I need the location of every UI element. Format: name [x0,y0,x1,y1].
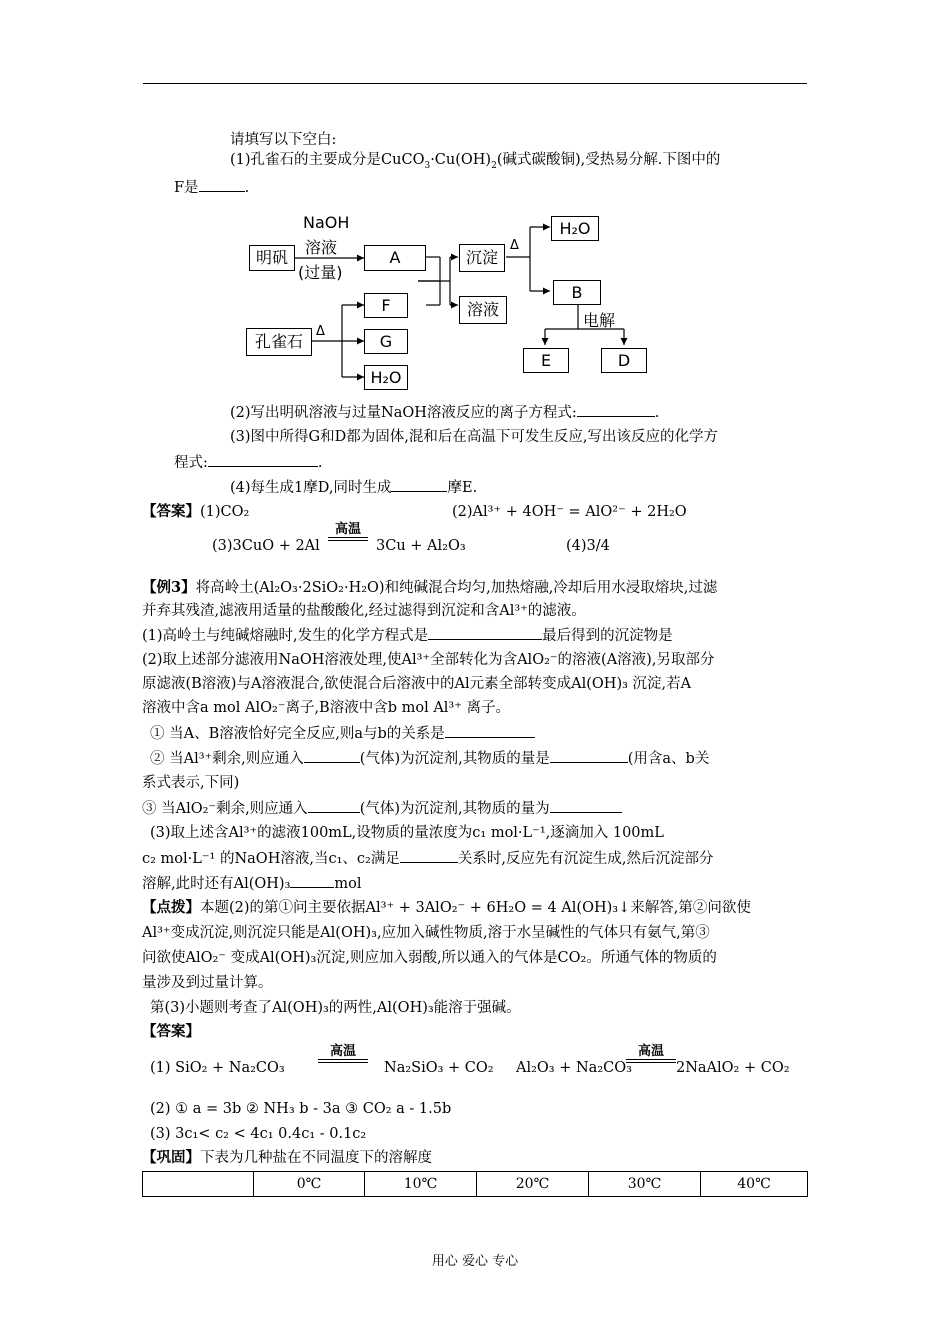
high-temp-condition-3: 高温 [626,1044,676,1063]
ex3-line10: ③ 当AlO₂⁻剩余,则应通入 (气体)为沉淀剂,其物质的量为 [142,798,622,819]
table-header-cell: 20℃ [477,1172,589,1197]
h2o-bottom-box: H₂O [364,365,408,390]
ex3-line4: (2)取上述部分滤液用NaOH溶液处理,使Al³⁺全部转化为含AlO₂⁻的溶液(A溶液),另取部分 [142,652,715,668]
table-header-cell: 10℃ [365,1172,477,1197]
consolidate-line: 【巩固】下表为几种盐在不同温度下的溶解度 [142,1149,432,1166]
ex3-line5: 原滤液(B溶液)与A溶液混合,欲使混合后溶液中的Al元素全部转变成Al(OH)₃ 沉淀,若A [142,676,692,692]
answer2-r3: (3) 3c₁< c₂ < 4c₁ 0.4c₁ - 0.1c₂ [150,1126,367,1142]
excess-label: (过量) [298,263,343,282]
table-header-cell: 0℃ [254,1172,365,1197]
delta-top: Δ [510,238,519,253]
naoh-label: NaOH [303,213,350,232]
ex3-line3: (1)高岭土与纯碱熔融时,发生的化学方程式是 最后得到的沉淀物是 [142,625,673,646]
answer1-row1: 【答案】(1)CO₂ [142,503,250,520]
box-b: B [553,280,601,305]
tip-line4: 量涉及到过量计算。 [142,975,273,991]
q-intro: 请填写以下空白: [230,132,337,148]
q3-line-a: (3)图中所得G和D都为固体,混和后在高温下可发生反应,写出该反应的化学方 [230,429,718,445]
solution-box: 溶液 [459,296,507,324]
high-temp-condition-2: 高温 [318,1044,368,1063]
header-rule [143,83,807,84]
delta-bottom: Δ [316,324,325,339]
tip-line1: 【点拨】本题(2)的第①问主要依据Al³⁺ + 3AlO₂⁻ + 6H₂O = 4 Al(OH)₃↓来解答,第②问欲使 [142,899,751,916]
ex3-line13: 溶解,此时还有Al(OH)₃ mol [142,873,362,894]
ex3-line12: c₂ mol·L⁻¹ 的NaOH溶液,当c₁、c₂满足 关系时,反应先有沉淀生成,然后沉淀部分 [142,848,714,869]
box-f: F [364,293,408,318]
answer2-r1-c: Al₂O₃ + Na₂CO₃ [516,1060,632,1076]
ex3-line11: (3)取上述含Al³⁺的滤液100mL,设物质的量浓度为c₁ mol·L⁻¹,逐滴加入 100mL [150,825,664,841]
answer1-a4: (4)3/4 [566,538,610,554]
solution-label: 溶液 [305,238,338,257]
ex3-line7: ① 当A、B溶液恰好完全反应,则a与b的关系是 [150,723,535,744]
tip-line2: Al³⁺变成沉淀,则沉淀只能是Al(OH)₃,应加入碱性物质,溶于水呈碱性的气体只有氨气,第③ [142,925,710,941]
ex3-line1: 【例3】将高岭土(Al₂O₃·2SiO₂·H₂O)和纯碱混合均匀,加热熔融,冷却后用水浸取熔块,过滤 [142,579,718,596]
q3-line-b: 程式: . [174,452,323,473]
table-header-cell [143,1172,254,1197]
answer1-a2: (2)Al³⁺ + 4OH⁻ = AlO²⁻ + 2H₂O [452,504,687,520]
q1-line: (1)孔雀石的主要成分是$CuCO_3\cdot Cu(OH)_2$(碱式碳酸铜),受热易分解.下图中的 [230,152,721,171]
high-temp-condition-1: 高温 [328,522,368,541]
malachite-box: 孔雀石 [246,328,312,356]
table-header-row [143,1172,808,1197]
table-header-cell: 30℃ [589,1172,701,1197]
q4-line: (4)每生成1摩D,同时生成 摩E. [230,477,477,498]
alum-box: 明矾 [249,245,295,271]
ex3-line6: 溶液中含a mol AlO₂⁻离子,B溶液中含b mol Al³⁺ 离子。 [142,700,511,716]
solubility-table [142,1171,808,1197]
ex3-line8: ② 当Al³⁺剩余,则应通入 (气体)为沉淀剂,其物质的量是 (用含a、b关 [150,748,709,769]
tip-line5: 第(3)小题则考查了Al(OH)₃的两性,Al(OH)₃能溶于强碱。 [150,1000,521,1016]
answer1-a3-post: 3Cu + Al₂O₃ [376,538,466,554]
box-a: A [364,245,426,271]
ex3-line9: 系式表示,下同) [142,775,240,791]
answer2-r2: (2) ① a = 3b ② NH₃ b - 3a ③ CO₂ a - 1.5b [150,1101,452,1117]
box-e: E [523,348,569,373]
answer1-a3-pre: (3)3CuO + 2Al [212,538,320,554]
q1-f-line: F是 . [174,177,249,198]
table-header-cell: 40℃ [701,1172,808,1197]
precipitate-box: 沉淀 [459,244,505,272]
page-footer: 用心 爱心 专心 [431,1254,519,1269]
box-d: D [601,348,647,373]
tip-line3: 问欲使AlO₂⁻ 变成Al(OH)₃沉淀,则应加入弱酸,所以通入的气体是CO₂。所通气体的物质的 [142,950,717,966]
h2o-top-box: H₂O [551,216,599,241]
box-g: G [364,329,408,354]
answer2-r1-b: Na₂SiO₃ + CO₂ [384,1060,494,1076]
answer2-label: 【答案】 [142,1023,200,1040]
answer2-r1-d: 2NaAlO₂ + CO₂ [676,1060,790,1076]
ex3-line2: 并弃其残渣,滤液用适量的盐酸酸化,经过滤得到沉淀和含Al³⁺的滤液。 [142,603,586,619]
answer2-r1-a: (1) SiO₂ + Na₂CO₃ [150,1060,285,1076]
q2-line: (2)写出明矾溶液与过量NaOH溶液反应的离子方程式: . [230,402,659,423]
electrolysis-label: 电解 [583,311,616,330]
